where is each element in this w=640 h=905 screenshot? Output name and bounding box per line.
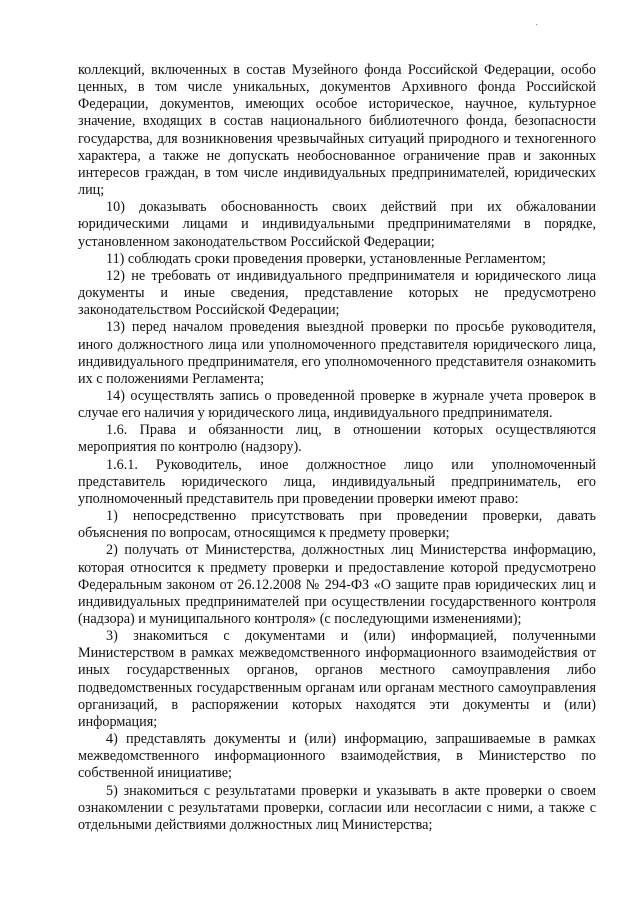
paragraph-item-10: 10) доказывать обоснованность своих действий при их обжаловании юридическими лицами и индивидуальными предпринимателями в порядке, установленном законодательством Российской Федерации;	[78, 199, 596, 250]
paragraph-section-1-6: 1.6. Права и обязанности лиц, в отношении которых осуществляются мероприятия по контролю (надзору).	[78, 422, 596, 456]
paragraph-item-12: 12) не требовать от индивидуального предпринимателя и юридического лица документы и иные сведения, представление которых не предусмотрено законодательством Российской Федерации;	[78, 267, 596, 319]
paragraph-item-13: 13) перед началом проведения выездной проверки по просьбе руководителя, иного должностного лица или уполномоченного представителя юридического лица, индивидуального предпринимателя, его уполномоченного представителя ознакомить их с положениями Регламента;	[78, 319, 596, 387]
paragraph-right-5: 5) знакомиться с результатами проверки и указывать в акте проверки о своем ознакомлении с результатами проверки, согласии или несогласии с ними, а также с отдельными действиями должностных лиц Министерства;	[78, 782, 596, 833]
paragraph-right-3: 3) знакомиться с документами и (или) информацией, полученными Министерством в рамках межведомственного информационного взаимодействия от иных государственных органов, органов местного самоуправления либо подведомственных государственным органам или органам местного самоуправления организаций, в распоряжении которых находятся эти документы и (или) информация;	[78, 628, 596, 730]
paragraph-right-2: 2) получать от Министерства, должностных лиц Министерства информацию, которая относится к предмету проверки и предоставление которой предусмотрено Федеральным законом от 26.12.2008 № 294-ФЗ «О защите прав юридических лиц и индивидуальных предпринимателей при осуществлении государственного контроля (надзора) и муниципального контроля» (с последующими изменениями);	[78, 542, 596, 627]
paragraph-item-11: 11) соблюдать сроки проведения проверки, установленные Регламентом;	[106, 250, 546, 267]
paragraph-item-14: 14) осуществлять запись о проведенной проверке в журнале учета проверок в случае его наличия у юридического лица, индивидуального предпринимателя.	[78, 387, 596, 422]
paragraph-section-1-6-1: 1.6.1. Руководитель, иное должностное лицо или уполномоченный представитель юридического лица, индивидуальный предприниматель, его уполномоченный представитель при проведении проверки имеют право:	[78, 456, 596, 507]
paragraph-right-4: 4) представлять документы и (или) информацию, запрашиваемые в рамках межведомственного информационного взаимодействия, в Министерство по собственной инициативе;	[78, 731, 596, 782]
scan-speck	[536, 24, 537, 25]
paragraph-right-1: 1) непосредственно присутствовать при проведении проверки, давать объяснения по вопросам, относящимся к предмету проверки;	[78, 508, 596, 542]
paragraph-continuation: коллекций, включенных в состав Музейного фонда Российской Федерации, особо ценных, в том числе уникальных, документов Архивного фонда Российской Федерации, документов, имеющих особое историческое, научное, культурное значение, входящих в состав национального библиотечного фонда, безопасности государства, для возникновения чрезвычайных ситуаций природного и техногенного характера, а также не допускать необоснованное ограничение прав и законных интересов граждан, в том числе индивидуальных предпринимателей, юридических лиц;	[78, 62, 596, 199]
document-body	[78, 62, 596, 834]
